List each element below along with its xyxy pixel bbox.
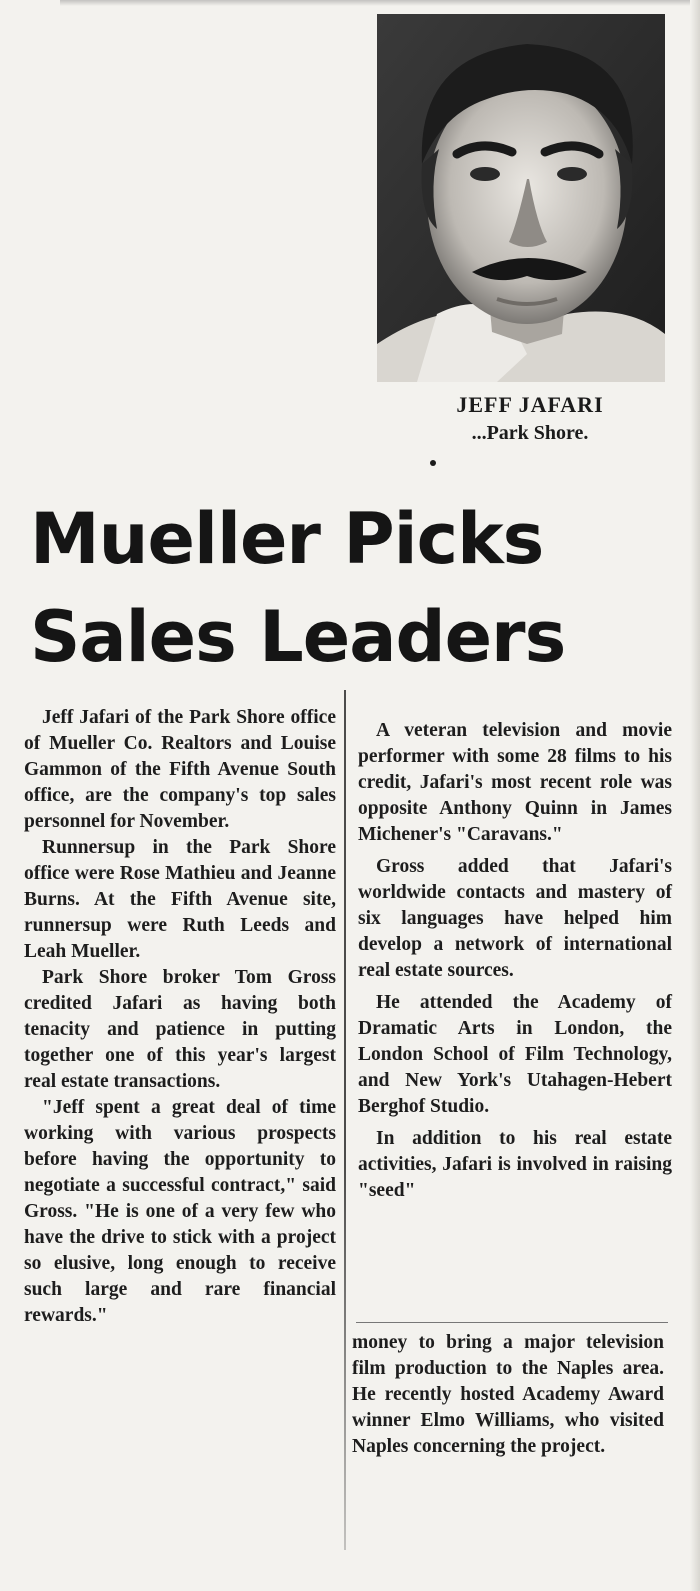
ink-dot [430,460,436,466]
article-column-right [358,718,672,1204]
headline [30,490,660,686]
paragraph: In addition to his real estate activities, Jafari is involved in raising "seed" [358,1128,672,1201]
paragraph: money to bring a major television film production to the Naples area. He recently hosted Academy Award winner Elmo Williams, who visited Naples concerning the project. [352,1332,664,1457]
article-column-left [24,705,336,1329]
portrait-photo [377,14,665,382]
paragraph: Park Shore broker Tom Gross credited Jafari as having both tenacity and patience in putting together one of this year's largest real estate transactions. [24,967,336,1092]
caption-place: ...Park Shore. [471,422,589,444]
headline-line-2: Sales Leaders [30,596,566,678]
caption-name: JEFF JAFARI [456,392,604,417]
column-divider [344,690,346,1550]
portrait-image [377,14,665,382]
paragraph: Jeff Jafari of the Park Shore office of Mueller Co. Realtors and Louise Gammon of the Fifth Avenue South office, are the company's top sales personnel for November. [24,707,336,832]
scan-edge [690,0,700,1591]
scan-edge [60,0,700,6]
paragraph: "Jeff spent a great deal of time working with various prospects before having the opportunity to negotiate a successful contract," said Gross. "He is one of a very few who have the drive to stick with a project so elusive, long enough to receive such large and rare financial rewards." [24,1097,336,1326]
paragraph: Runnersup in the Park Shore office were Rose Mathieu and Jeanne Burns. At the Fifth Avenue site, runnersup were Ruth Leeds and Leah Mueller. [24,837,336,962]
paragraph: Gross added that Jafari's worldwide contacts and mastery of six languages have helped him develop a network of international real estate sources. [358,856,672,981]
photo-caption [400,392,660,445]
column-break-rule [356,1322,668,1323]
headline-line-1: Mueller Picks [30,498,544,580]
article-column-continued [352,1330,664,1460]
paragraph: He attended the Academy of Dramatic Arts in London, the London School of Film Technology, and New York's Utahagen-Hebert Berghof Studio. [358,992,672,1117]
paragraph: A veteran television and movie performer with some 28 films to his credit, Jafari's most recent role was opposite Anthony Quinn in James Michener's "Caravans." [358,720,672,845]
